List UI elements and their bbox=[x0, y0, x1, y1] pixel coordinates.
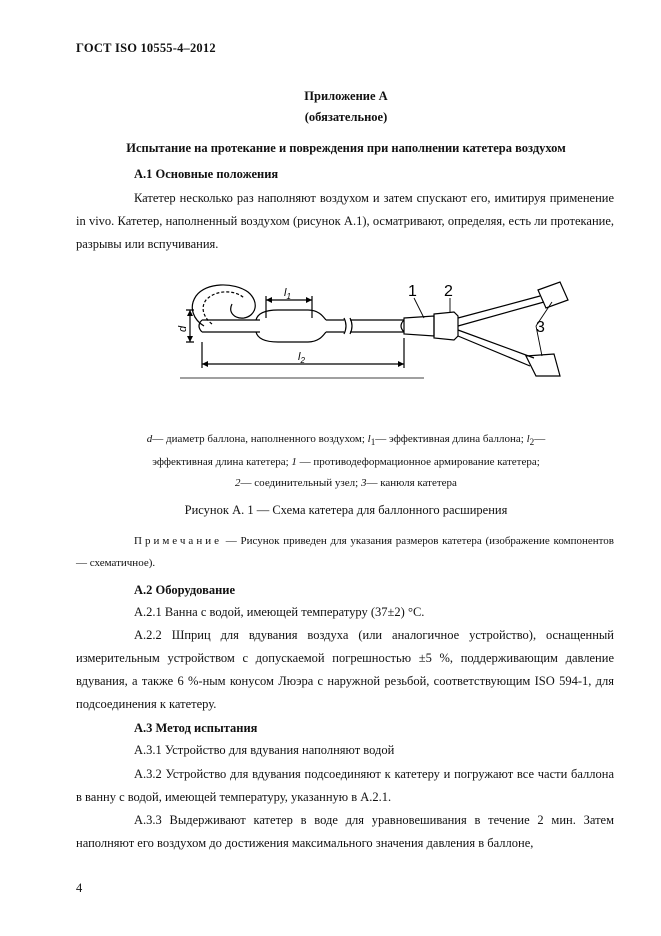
note bbox=[76, 530, 614, 574]
strain-relief bbox=[401, 316, 434, 336]
catheter-shaft-right bbox=[350, 320, 404, 332]
catheter-coil-inner bbox=[203, 292, 244, 324]
leader-1 bbox=[414, 298, 424, 318]
figure-legend-line-3: 2— соединительный узел; 3— канюля катетера bbox=[235, 477, 457, 489]
section-a2-p2: А.2.2 Шприц для вдувания воздуха (или аналогичное устройство), оснащенный измерительным устройством с допускаемой погрешностью ±5 %, поддерживающим давление вдувания, а также 6 %-ным конусом Люэра с наружной резьбой, соответствующим ISO 594-1, для подсоединения к катетеру. bbox=[76, 628, 614, 711]
annex-title: Приложение А bbox=[304, 89, 388, 103]
label-l2: $l_2$ bbox=[298, 351, 305, 365]
page-header: ГОСТ ISO 10555-4–2012 bbox=[76, 41, 216, 55]
section-a3-p2: А.3.2 Устройство для вдувания подсоединяют к катетеру и погружают все части баллона в ванну с водой, имеющей температуру, указанную в А.2.1. bbox=[76, 767, 614, 804]
section-a2-p1: А.2.1 Ванна с водой, имеющей температуру (37±2) °С. bbox=[134, 605, 425, 619]
label-1: 1 bbox=[408, 283, 417, 300]
label-d: d bbox=[177, 325, 189, 332]
section-a3-p3: А.3.3 Выдерживают катетер в воде для уравновешивания в течение 2 мин. Затем наполняют его воздухом до достижения максимального значения давления в баллоне, bbox=[76, 813, 614, 850]
page-number: 4 bbox=[76, 881, 83, 895]
note-label: Примечание bbox=[134, 535, 222, 547]
section-a3-p1: А.3.1 Устройство для вдувания наполняют водой bbox=[134, 743, 395, 757]
label-l1: $l_1$ bbox=[284, 287, 291, 301]
branch-upper bbox=[458, 296, 544, 326]
figure-title: Рисунок А. 1 — Схема катетера для баллонного расширения bbox=[184, 503, 508, 517]
section-a3-heading: А.3 Метод испытания bbox=[134, 721, 258, 735]
section-a1-text: Катетер несколько раз наполняют воздухом и затем спускают его, имитируя применение in vivo. Катетер, наполненный воздухом (рисунок А.1), осматривают, определяя, есть ли протекание, разрывы или вспучивания. bbox=[76, 191, 614, 251]
catheter-shaft-mid bbox=[326, 320, 344, 332]
connector-hub bbox=[434, 312, 458, 340]
figure-legend-line-1: d— диаметр баллона, наполненного воздухом; $l_1—$ эффективная длина баллона; $l_2—$ bbox=[146, 433, 546, 448]
section-a2-heading: А.2 Оборудование bbox=[134, 583, 236, 597]
catheter-diagram bbox=[160, 272, 580, 387]
cannula-upper bbox=[538, 282, 568, 308]
label-2: 2 bbox=[444, 283, 453, 300]
note-text: — Рисунок приведен для указания размеров катетера (изображение компонентов — схематичное). bbox=[76, 535, 614, 569]
annex-status: (обязательное) bbox=[304, 110, 388, 124]
branch-lower bbox=[458, 330, 534, 366]
figure-legend-line-2: эффективная длина катетера; 1 — противодеформационное армирование катетера; bbox=[152, 456, 540, 468]
section-a1-heading: А.1 Основные положения bbox=[134, 167, 279, 181]
label-3: 3 bbox=[536, 319, 545, 336]
annex-name: Испытание на протекание и повреждения при наполнении катетера воздухом bbox=[126, 141, 566, 155]
catheter-shaft-left bbox=[199, 320, 260, 332]
